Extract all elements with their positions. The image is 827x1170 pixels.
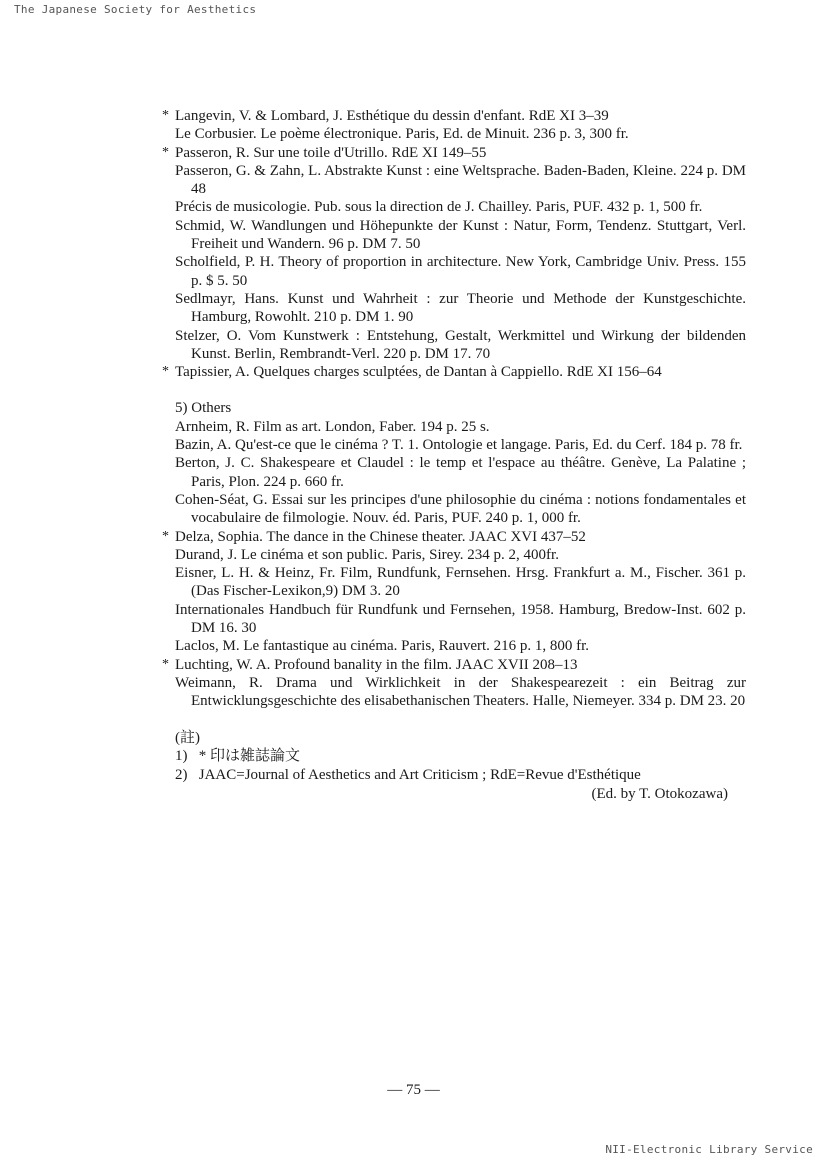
entry-text: Eisner, L. H. & Heinz, Fr. Film, Rundfunk, Fernsehen. Hrsg. Frankfurt a. M., Fischer. 361 p. (Das Fischer-Lexikon,9) DM 3. 20 bbox=[175, 565, 746, 600]
note-2 bbox=[162, 766, 746, 785]
entry-text: Scholfield, P. H. Theory of proportion in architecture. New York, Cambridge Univ. Press. 155 p. $ 5. 50 bbox=[175, 254, 746, 289]
bibliography-entry bbox=[162, 327, 746, 364]
bibliography-entry bbox=[162, 674, 746, 711]
entry-text: Tapissier, A. Quelques charges sculptées, de Dantan à Cappiello. RdE XI 156–64 bbox=[175, 364, 662, 381]
journal-article-star: * bbox=[162, 108, 169, 123]
bibliography-entry bbox=[162, 125, 746, 143]
journal-article-star: * bbox=[162, 144, 169, 160]
footer-service: NII-Electronic Library Service bbox=[605, 1143, 813, 1156]
entry-text: Delza, Sophia. The dance in the Chinese theater. JAAC XVI 437–52 bbox=[175, 528, 586, 545]
header-source: The Japanese Society for Aesthetics bbox=[14, 3, 257, 16]
entry-text: Précis de musicologie. Pub. sous la direction de J. Chailley. Paris, PUF. 432 p. 1, 500 fr. bbox=[175, 199, 703, 216]
bibliography-entry bbox=[162, 637, 746, 655]
bibliography-entry bbox=[162, 162, 746, 199]
note-1-star: * bbox=[198, 748, 207, 765]
journal-article-star: * bbox=[162, 528, 169, 544]
bibliography-entry bbox=[162, 363, 746, 381]
bibliography-entry bbox=[162, 564, 746, 601]
entry-text: Durand, J. Le cinéma et son public. Paris, Sirey. 234 p. 2, 400fr. bbox=[175, 546, 559, 563]
bibliography-entry bbox=[162, 217, 746, 254]
journal-article-star: * bbox=[162, 364, 169, 380]
notes bbox=[162, 729, 746, 804]
editor-credit: (Ed. by T. Otokozawa) bbox=[591, 785, 728, 802]
entry-text: Cohen-Séat, G. Essai sur les principes d'une philosophie du cinéma : notions fondamentales et vocabulaire de filmologie. Nouv. éd. Paris, PUF. 240 p. 1, 000 fr. bbox=[175, 491, 746, 527]
bibliography-entry bbox=[162, 454, 746, 491]
bibliography-entry bbox=[162, 601, 746, 638]
note-1-number: 1) bbox=[175, 748, 188, 765]
bibliography-entry bbox=[162, 436, 746, 454]
bibliography-entry bbox=[162, 418, 746, 436]
bibliography-entry bbox=[162, 528, 746, 546]
entry-text: Internationales Handbuch für Rundfunk und Fernsehen, 1958. Hamburg, Bredow-Inst. 602 p. DM 16. 30 bbox=[175, 601, 746, 637]
note-2-number: 2) bbox=[175, 767, 188, 784]
bibliography bbox=[162, 107, 746, 804]
entry-text: Le Corbusier. Le poème électronique. Paris, Ed. de Minuit. 236 p. 3, 300 fr. bbox=[175, 126, 629, 143]
entry-text: Passeron, R. Sur une toile d'Utrillo. RdE XI 149–55 bbox=[175, 144, 487, 161]
entry-text: Sedlmayr, Hans. Kunst und Wahrheit : zur Theorie und Methode der Kunstgeschichte. Hamburg, Rowohlt. 210 p. DM 1. 90 bbox=[175, 290, 746, 326]
note-2-text: JAAC=Journal of Aesthetics and Art Criticism ; RdE=Revue d'Esthétique bbox=[198, 767, 641, 784]
entry-text: Berton, J. C. Shakespeare et Claudel : le temp et l'espace au théâtre. Genève, La Palatine ; Paris, Plon. 224 p. 660 fr. bbox=[175, 455, 746, 490]
bibliography-list-art bbox=[162, 107, 746, 381]
entry-text: Schmid, W. Wandlungen und Höhepunkte der Kunst : Natur, Form, Tendenz. Stuttgart, Verl. Freiheit und Wandern. 96 p. DM 7. 50 bbox=[175, 217, 746, 253]
bibliography-entry bbox=[162, 491, 746, 528]
bibliography-entry bbox=[162, 253, 746, 290]
section-heading-others: 5) Others bbox=[175, 400, 232, 417]
entry-text: Laclos, M. Le fantastique au cinéma. Paris, Rauvert. 216 p. 1, 800 fr. bbox=[175, 638, 590, 655]
entry-text: Weimann, R. Drama und Wirklichkeit in der Shakespearezeit : ein Beitrag zur Entwicklungsgeschichte des elisabethanischen Theaters. Halle, Niemeyer. 334 p. DM 23. 20 bbox=[175, 674, 746, 710]
bibliography-entry bbox=[162, 656, 746, 674]
entry-text: Passeron, G. & Zahn, L. Abstrakte Kunst : eine Weltsprache. Baden-Baden, Kleine. 224 p. DM 48 bbox=[175, 162, 746, 198]
bibliography-entry bbox=[162, 290, 746, 327]
entry-text: Bazin, A. Qu'est-ce que le cinéma ? T. 1. Ontologie et langage. Paris, Ed. du Cerf. 184 p. 78 fr. bbox=[175, 437, 743, 454]
notes-heading: (註) bbox=[175, 729, 200, 746]
bibliography-entry bbox=[162, 144, 746, 162]
bibliography-entry bbox=[162, 546, 746, 564]
note-1-text: 印は雑誌論文 bbox=[210, 748, 301, 765]
bibliography-list-others bbox=[162, 418, 746, 711]
entry-text: Arnheim, R. Film as art. London, Faber. 194 p. 25 s. bbox=[175, 418, 490, 435]
bibliography-entry bbox=[162, 107, 746, 125]
entry-text: Langevin, V. & Lombard, J. Esthétique du dessin d'enfant. RdE XI 3–39 bbox=[175, 108, 609, 124]
page-number: — 75 — bbox=[387, 1082, 440, 1098]
journal-article-star: * bbox=[162, 656, 169, 672]
entry-text: Stelzer, O. Vom Kunstwerk : Entstehung, Gestalt, Werkmittel und Wirkung der bildenden Kunst. Berlin, Rembrandt-Verl. 220 p. DM 17. 70 bbox=[175, 327, 746, 362]
entry-text: Luchting, W. A. Profound banality in the film. JAAC XVII 208–13 bbox=[175, 656, 578, 673]
bibliography-entry bbox=[162, 198, 746, 216]
note-1 bbox=[162, 747, 746, 766]
